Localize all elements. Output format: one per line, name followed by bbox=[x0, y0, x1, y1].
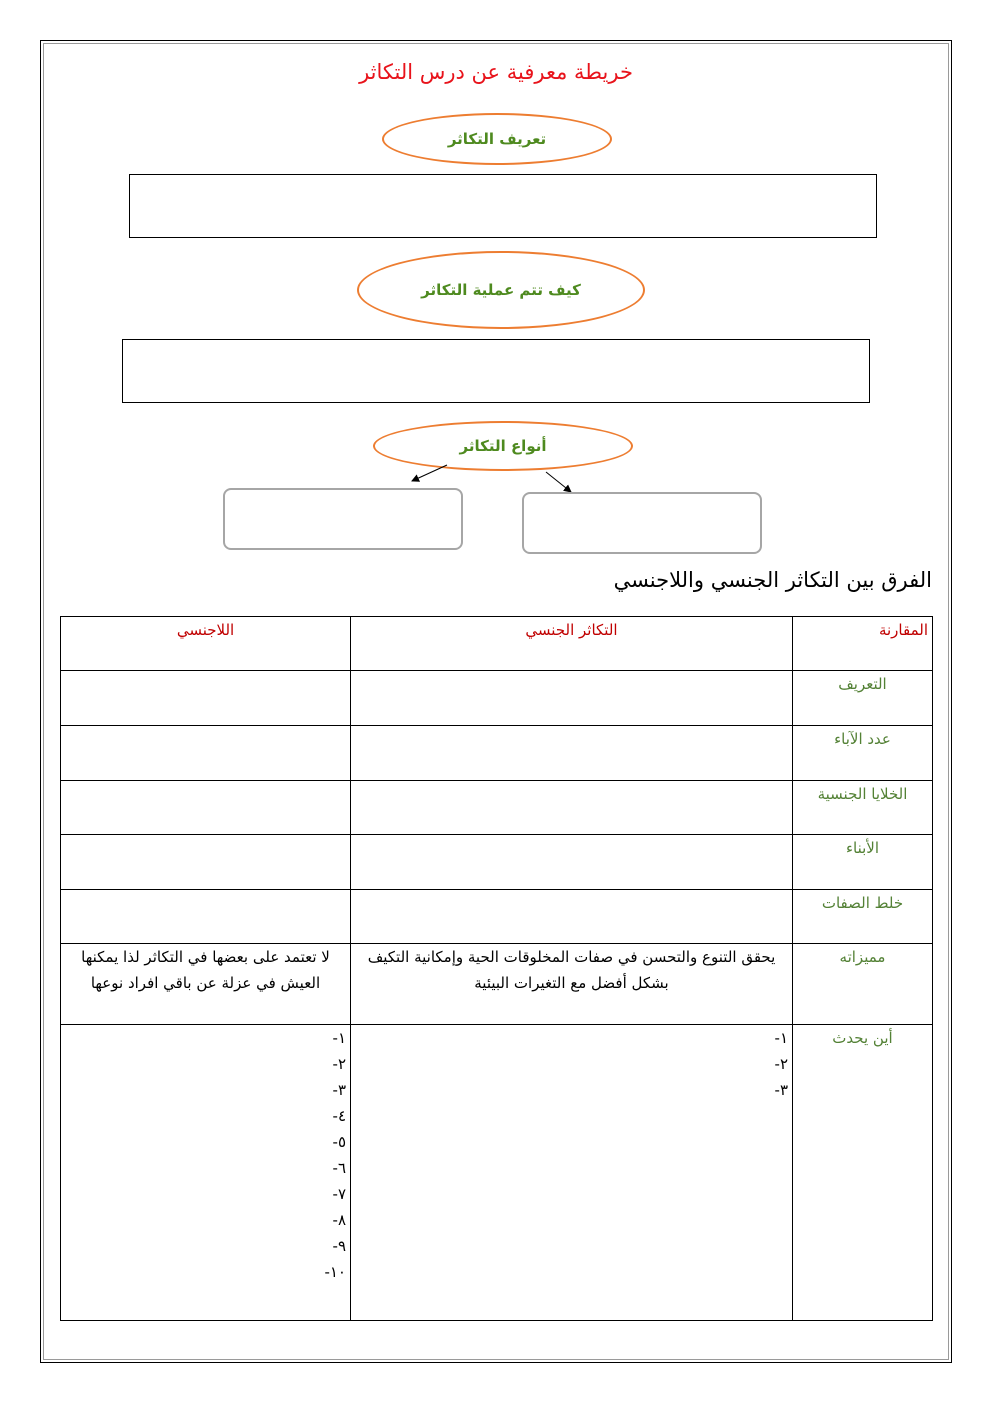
cell-asexual-gametes[interactable] bbox=[61, 781, 351, 835]
table-row bbox=[61, 671, 933, 726]
row-label-traits-mixing: خلط الصفات bbox=[793, 890, 933, 944]
cell-asexual-where[interactable] bbox=[61, 1025, 351, 1321]
table-header-row bbox=[61, 617, 933, 671]
list-item: ١- bbox=[774, 1029, 788, 1047]
cell-asexual-definition[interactable] bbox=[61, 671, 351, 726]
list-item: ٣- bbox=[332, 1081, 346, 1099]
header-criterion: المقارنة bbox=[793, 617, 933, 671]
cell-sexual-where[interactable] bbox=[351, 1025, 793, 1321]
header-sexual: التكاثر الجنسي bbox=[351, 617, 793, 671]
header-asexual: اللاجنسي bbox=[61, 617, 351, 671]
table-row bbox=[61, 835, 933, 890]
comparison-table bbox=[60, 616, 933, 1321]
row-label-gametes: الخلايا الجنسية bbox=[793, 781, 933, 835]
cell-asexual-offspring[interactable] bbox=[61, 835, 351, 890]
cell-sexual-traits-mixing[interactable] bbox=[351, 890, 793, 944]
list-item: ١٠- bbox=[324, 1263, 346, 1281]
table-row bbox=[61, 781, 933, 835]
cell-sexual-advantages: يحقق التنوع والتحسن في صفات المخلوقات الحية وإمكانية التكيف بشكل أفضل مع التغيرات البيئية bbox=[351, 944, 793, 1025]
list-item: ١- bbox=[332, 1029, 346, 1047]
list-item: ٣- bbox=[774, 1081, 788, 1099]
row-label-definition: التعريف bbox=[793, 671, 933, 726]
list-item: ٨- bbox=[332, 1211, 346, 1229]
list-item: ٧- bbox=[332, 1185, 346, 1203]
row-label-where: أين يحدث bbox=[793, 1025, 933, 1321]
table-row bbox=[61, 944, 933, 1025]
oval-definition-label: تعريف التكاثر bbox=[447, 130, 547, 148]
table-row bbox=[61, 890, 933, 944]
cell-asexual-advantages: لا تعتمد على بعضها في التكاثر لذا يمكنها العيش في عزلة عن باقي افراد نوعها bbox=[61, 944, 351, 1025]
page-title: خريطة معرفية عن درس التكاثر bbox=[359, 60, 633, 84]
oval-process-label: كيف تتم عملية التكاثر bbox=[421, 281, 581, 299]
cell-sexual-parents[interactable] bbox=[351, 726, 793, 781]
list-item: ٩- bbox=[332, 1237, 346, 1255]
list-item: ٦- bbox=[332, 1159, 346, 1177]
arrow-left bbox=[412, 465, 447, 481]
cell-asexual-traits-mixing[interactable] bbox=[61, 890, 351, 944]
cell-sexual-definition[interactable] bbox=[351, 671, 793, 726]
list-item: ٢- bbox=[332, 1055, 346, 1073]
type-box-left[interactable] bbox=[223, 488, 463, 550]
cell-sexual-offspring[interactable] bbox=[351, 835, 793, 890]
row-label-parents: عدد الآباء bbox=[793, 726, 933, 781]
table-row bbox=[61, 1025, 933, 1321]
type-box-right[interactable] bbox=[522, 492, 762, 554]
row-label-advantages: مميزاته bbox=[793, 944, 933, 1025]
list-item: ٢- bbox=[774, 1055, 788, 1073]
cell-sexual-gametes[interactable] bbox=[351, 781, 793, 835]
cell-asexual-parents[interactable] bbox=[61, 726, 351, 781]
oval-types-label: أنواع التكاثر bbox=[459, 437, 547, 455]
comparison-heading: الفرق بين التكاثر الجنسي واللاجنسي bbox=[613, 568, 932, 592]
table-row bbox=[61, 726, 933, 781]
list-item: ٥- bbox=[332, 1133, 346, 1151]
row-label-offspring: الأبناء bbox=[793, 835, 933, 890]
types-arrows bbox=[0, 0, 992, 560]
list-item: ٤- bbox=[332, 1107, 346, 1125]
arrow-right bbox=[546, 472, 571, 492]
